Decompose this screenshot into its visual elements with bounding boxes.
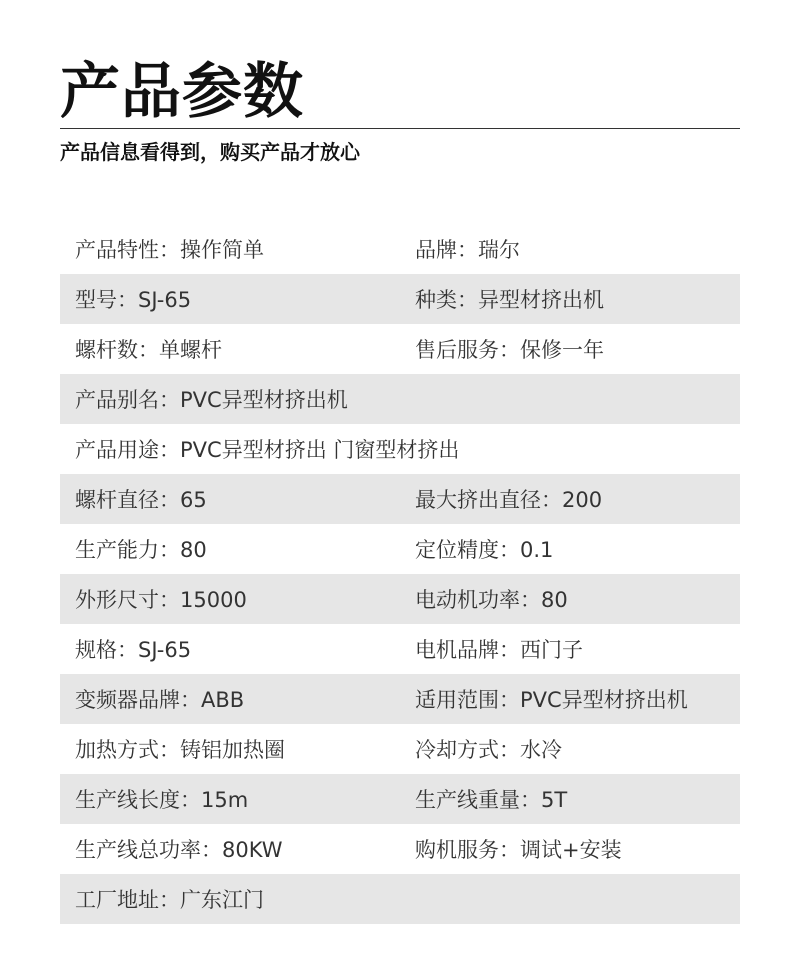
param-cell: 加热方式：铸铝加热圈 [75,738,285,762]
param-cell: 生产线重量：5T [415,788,568,812]
param-cell: 生产线长度：15m [75,788,249,812]
param-cell: 电机品牌：西门子 [415,638,583,662]
param-cell: 最大挤出直径：200 [415,488,603,512]
param-cell: 外形尺寸：15000 [75,588,247,612]
param-cell: 工厂地址：广东江门 [75,888,264,912]
param-row [60,424,740,474]
param-cell: 种类：异型材挤出机 [415,288,604,312]
page-title: 产品参数 [60,57,304,127]
param-cell: 购机服务：调试+安装 [415,838,622,862]
param-cell: 螺杆直径：65 [75,488,207,512]
param-row [60,224,740,274]
param-row [60,824,740,874]
param-row [60,474,740,524]
param-row [60,674,740,724]
param-cell: 售后服务：保修一年 [415,338,604,362]
param-cell: 适用范围：PVC异型材挤出机 [415,688,688,712]
param-row [60,574,740,624]
param-row [60,524,740,574]
param-cell: 生产能力：80 [75,538,207,562]
param-cell: 型号：SJ-65 [75,288,192,312]
param-row [60,724,740,774]
param-cell: 变频器品牌：ABB [75,688,245,712]
param-cell: 定位精度：0.1 [415,538,554,562]
param-row [60,374,740,424]
param-cell: 规格：SJ-65 [75,638,192,662]
param-row [60,874,740,924]
param-row [60,774,740,824]
param-row [60,624,740,674]
param-cell: 冷却方式：水冷 [415,738,562,762]
title-divider [60,128,740,129]
param-cell: 生产线总功率：80KW [75,838,283,862]
param-cell: 品牌：瑞尔 [415,238,520,262]
param-cell: 螺杆数：单螺杆 [75,338,222,362]
param-cell: 产品特性：操作简单 [75,238,264,262]
page-subtitle: 产品信息看得到，购买产品才放心 [60,140,360,164]
param-row [60,274,740,324]
param-row [60,324,740,374]
param-cell: 产品别名：PVC异型材挤出机 [75,388,348,412]
param-cell: 产品用途：PVC异型材挤出 门窗型材挤出 [75,438,460,462]
params-table [60,224,740,924]
param-cell: 电动机功率：80 [415,588,568,612]
